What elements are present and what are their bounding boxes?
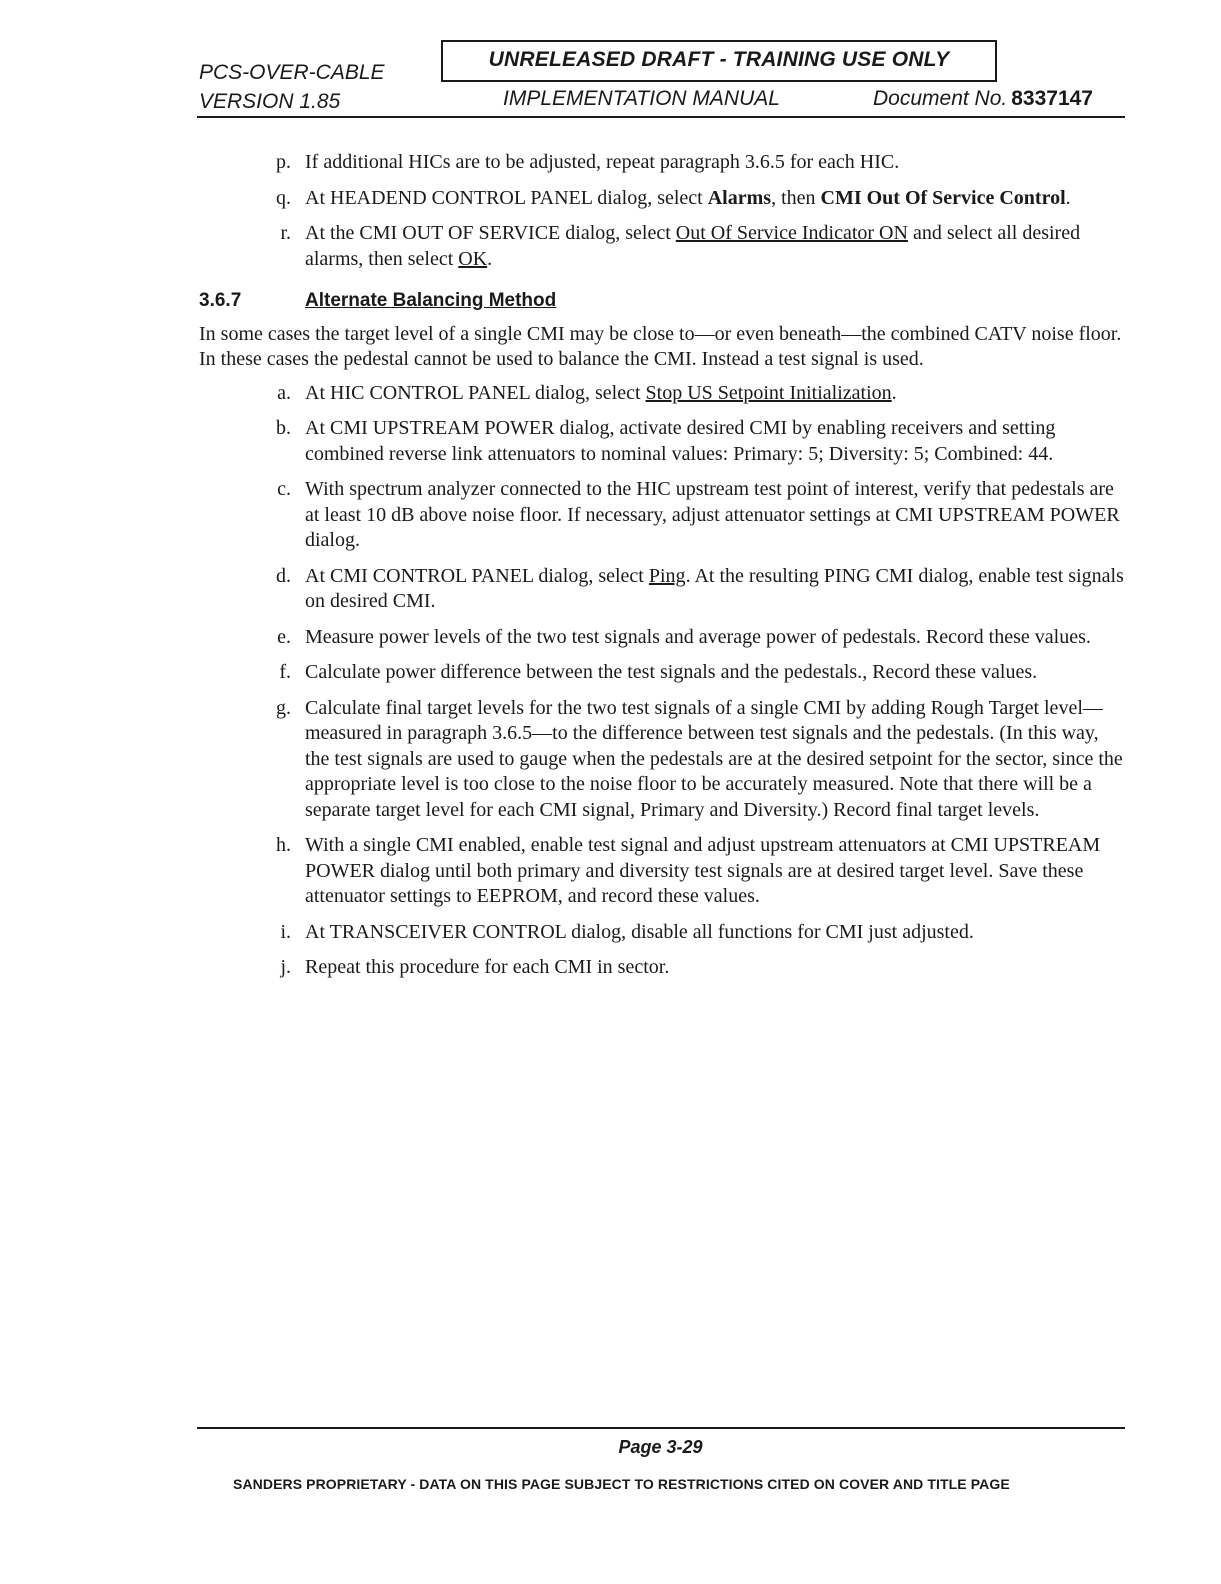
step-letter: b. [276, 417, 291, 439]
step-text: With spectrum analyzer connected to the HIC upstream test point of interest, verify that pedestals are at least 10 dB above noise floor. If necessary, adjust attenuator settings at CMI UPSTREAM POWER dialog. [305, 478, 1120, 551]
section-intro: In some cases the target level of a single CMI may be close to—or even beneath—the combined CATV noise floor. In these cases the pedestal cannot be used to balance the CMI. Instead a test signal is used. [199, 322, 1122, 370]
step-letter: j. [280, 956, 291, 978]
step-letter: q. [276, 186, 291, 209]
step-letter: a. [277, 381, 291, 404]
step-a [199, 381, 1125, 407]
step-text: At CMI UPSTREAM POWER dialog, activate desired CMI by enabling receivers and setting combined reverse link attenuators to nominal values: Primary: 5; Diversity: 5; Combined: 44. [305, 417, 1056, 465]
step-f [199, 660, 1125, 686]
section-number: 3.6.7 [199, 290, 242, 311]
step-d [199, 564, 1125, 615]
step-letter: r. [280, 222, 291, 244]
document-body [199, 150, 1125, 981]
step-letter: p. [276, 151, 291, 173]
alarms-menu-ref: Alarms [707, 186, 772, 209]
stop-us-setpoint-ref: Stop US Setpoint Initialization [645, 381, 892, 404]
document-number-value: 8337147 [1011, 87, 1093, 110]
product-name: PCS-OVER-CABLE [199, 61, 385, 84]
cmi-out-of-service-control-ref: CMI Out Of Service Control [820, 186, 1066, 209]
draft-banner-box [441, 40, 997, 82]
step-letter: c. [277, 478, 291, 500]
step-letter: g. [276, 696, 291, 719]
step-q [199, 186, 1125, 212]
section-heading [199, 288, 1125, 314]
step-letter: f. [279, 661, 291, 683]
step-b [199, 416, 1125, 467]
step-c [199, 477, 1125, 554]
step-text: At the CMI OUT OF SERVICE dialog, select Out Of Service Indicator ON and select all desired alarms, then select OK. [305, 222, 1081, 270]
step-letter: i. [280, 920, 291, 943]
step-j [199, 955, 1125, 981]
step-e [199, 625, 1125, 651]
step-text: Repeat this procedure for each CMI in sector. [305, 956, 670, 978]
header-left [199, 58, 385, 116]
step-r [199, 221, 1125, 272]
step-text: Measure power levels of the two test signals and average power of pedestals. Record these values. [305, 625, 1091, 648]
footer-rule [197, 1427, 1125, 1429]
out-of-service-indicator-ref: Out Of Service Indicator ON [675, 222, 908, 244]
document-number [873, 87, 1093, 111]
header-rule [197, 116, 1125, 118]
document-number-label: Document No. [873, 87, 1008, 110]
step-g [199, 696, 1125, 824]
step-h [199, 833, 1125, 910]
step-p [199, 150, 1125, 176]
step-text: With a single CMI enabled, enable test signal and adjust upstream attenuators at CMI UPSTREAM POWER dialog until both primary and diversity test signals are at desired target level. Save these attenuator settings to EEPROM, and record these values. [305, 834, 1101, 907]
ok-ref: OK [458, 247, 488, 270]
section-title: Alternate Balancing Method [305, 290, 557, 311]
proprietary-notice: SANDERS PROPRIETARY - DATA ON THIS PAGE SUBJECT TO RESTRICTIONS CITED ON COVER AND TITLE PAGE [233, 1476, 1010, 1492]
step-text: Calculate power difference between the test signals and the pedestals., Record these values. [305, 661, 1038, 683]
step-i [199, 920, 1125, 946]
step-letter: h. [276, 834, 291, 856]
step-text: At TRANSCEIVER CONTROL dialog, disable all functions for CMI just adjusted. [305, 920, 974, 943]
version-label: VERSION 1.85 [199, 90, 341, 113]
step-text: At CMI CONTROL PANEL dialog, select Ping. At the resulting PING CMI dialog, enable test signals on desired CMI. [305, 564, 1124, 612]
step-letter: d. [276, 564, 291, 587]
step-text: At HEADEND CONTROL PANEL dialog, select Alarms, then CMI Out Of Service Control. [305, 186, 1071, 209]
ping-ref: Ping [648, 564, 686, 587]
page-number: Page 3-29 [618, 1437, 703, 1457]
step-letter: e. [277, 625, 291, 648]
draft-banner: UNRELEASED DRAFT - TRAINING USE ONLY [488, 48, 950, 71]
step-text: If additional HICs are to be adjusted, repeat paragraph 3.6.5 for each HIC. [305, 151, 900, 173]
step-text: Calculate final target levels for the two test signals of a single CMI by adding Rough Target level—measured in paragraph 3.6.5—to the difference between test signals and the pedestals. (In this way, the test signals are used to gauge when the pedestals are at the desired setpoint for the sector, since the appropriate level is too close to the noise floor to be accurately measured. Note that there will be a separate target level for each CMI signal, Primary and Diversity.) Record final target levels. [305, 696, 1123, 821]
manual-title: IMPLEMENTATION MANUAL [503, 87, 780, 110]
step-text: At HIC CONTROL PANEL dialog, select Stop US Setpoint Initialization. [305, 381, 897, 404]
